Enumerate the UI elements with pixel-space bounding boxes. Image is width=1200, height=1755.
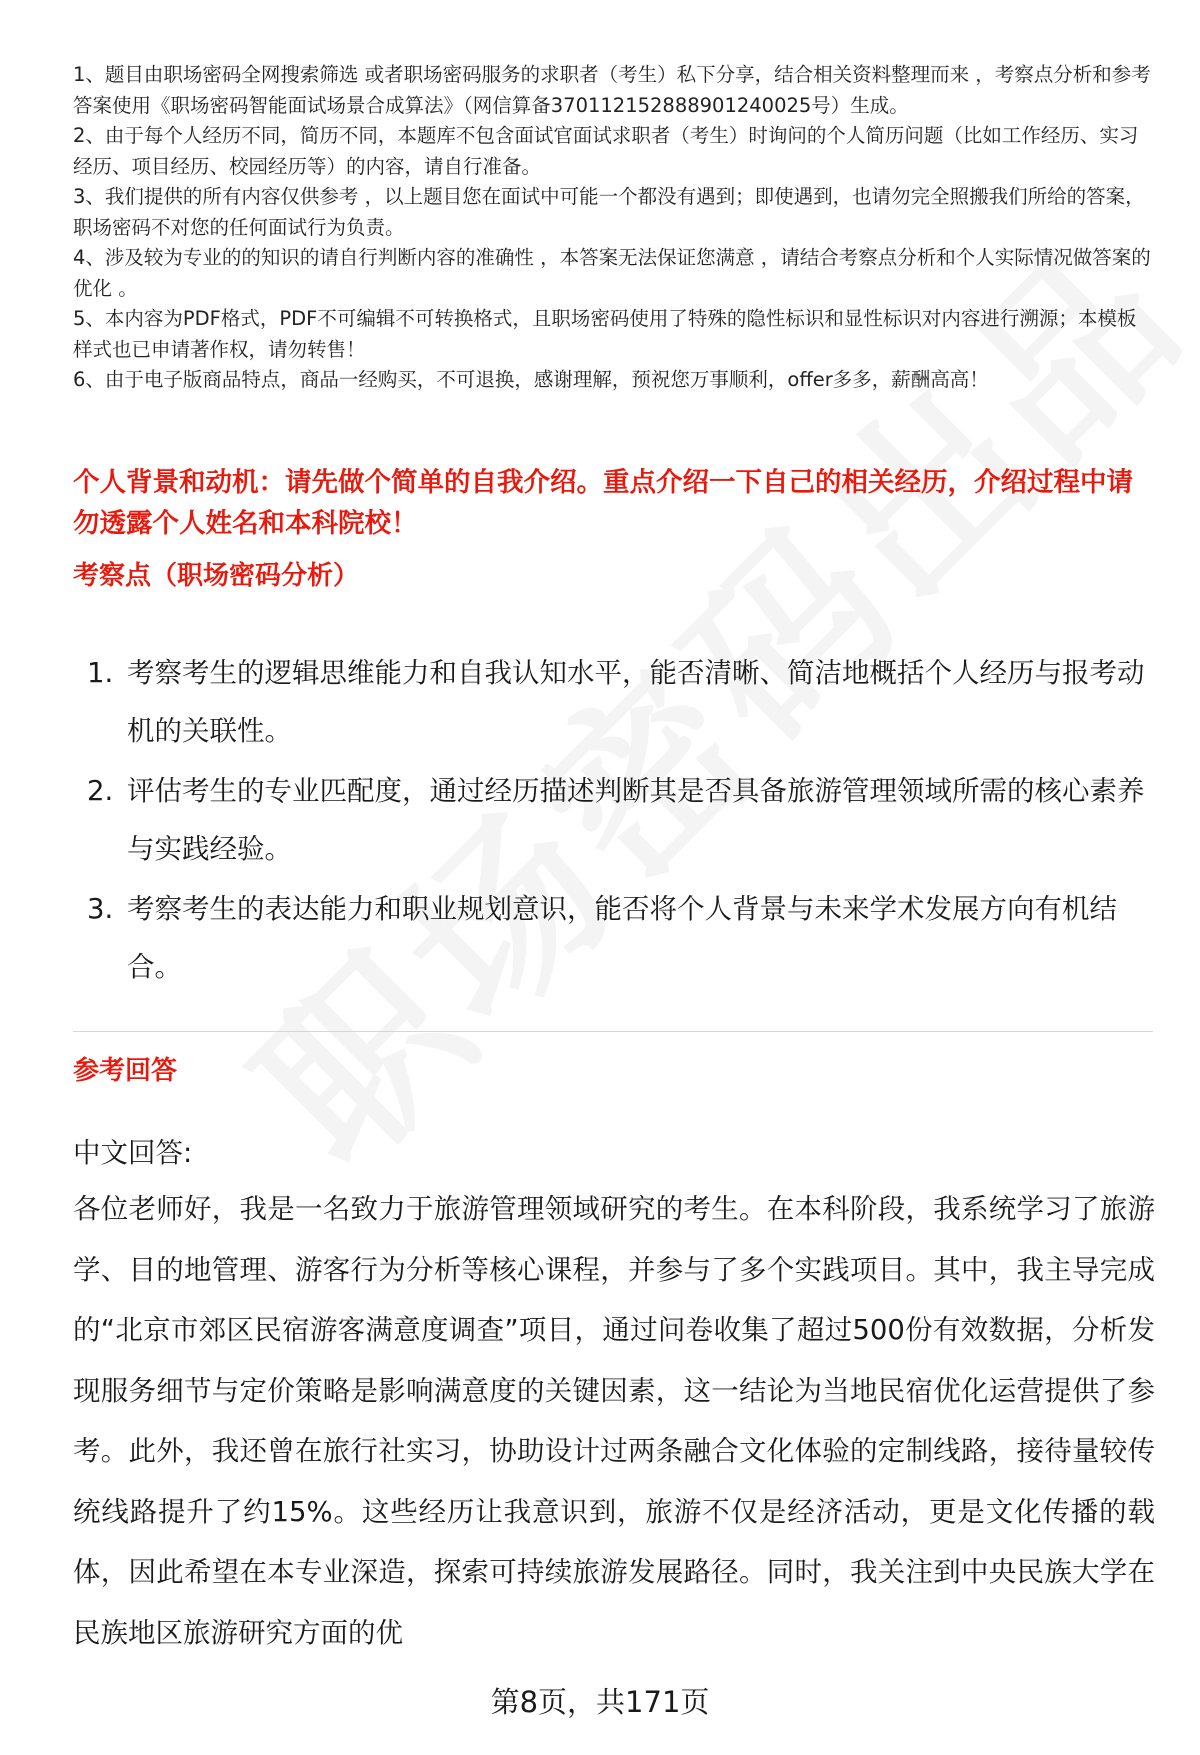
list-item-text: 考察考生的表达能力和职业规划意识，能否将个人背景与未来学术发展方向有机结合。 [127, 893, 1117, 983]
disclaimer-item: 3、我们提供的所有内容仅供参考 ，以上题目您在面试中可能一个都没有遇到；即使遇到，也请勿完全照搬我们所给的答案，职场密码不对您的任何面试行为负责。 [73, 185, 1145, 239]
list-item-text: 考察考生的逻辑思维能力和自我认知水平，能否清晰、简洁地概括个人经历与报考动机的关联性。 [127, 657, 1145, 747]
list-item [73, 762, 1153, 878]
disclaimer-block [73, 60, 1153, 396]
interview-question: 个人背景和动机：请先做个简单的自我介绍。重点介绍一下自己的相关经历，介绍过程中请勿透露个人姓名和本科院校！ [73, 467, 1133, 539]
disclaimer-item: 1、题目由职场密码全网搜索筛选 或者职场密码服务的求职者（考生）私下分享，结合相关资料整理而来 ，考察点分析和参考答案使用《职场密码智能面试场景合成算法》（网信算备370112152888901240025号）生成。 [73, 63, 1151, 117]
analysis-heading: 考察点（职场密码分析） [73, 561, 360, 591]
disclaimer-item: 5、本内容为PDF格式，PDF不可编辑不可转换格式，且职场密码使用了特殊的隐性标识和显性标识对内容进行溯源；本模板样式也已申请著作权，请勿转售！ [73, 307, 1137, 361]
analysis-points-list [73, 644, 1153, 998]
list-item-number: 3. [87, 893, 114, 925]
page-number: 第8页，共171页 [490, 1685, 710, 1719]
list-item-number: 1. [87, 657, 114, 689]
section-divider [73, 1031, 1153, 1032]
disclaimer-item: 6、由于电子版商品特点，商品一经购买，不可退换，感谢理解，预祝您万事顺利，offer多多，薪酬高高！ [73, 368, 989, 391]
list-item-number: 2. [87, 775, 114, 807]
answer-heading: 参考回答 [73, 1056, 178, 1086]
list-item [73, 644, 1153, 760]
answer-body: 各位老师好，我是一名致力于旅游管理领域研究的考生。在本科阶段，我系统学习了旅游学、目的地管理、游客行为分析等核心课程，并参与了多个实践项目。其中，我主导完成的“北京市郊区民宿游客满意度调查”项目，通过问卷收集了超过500份有效数据，分析发现服务细节与定价策略是影响满意度的关键因素，这一结论为当地民宿优化运营提供了参考。此外，我还曾在旅行社实习，协助设计过两条融合文化体验的定制线路，接待量较传统线路提升了约15%。这些经历让我意识到，旅游不仅是经济活动，更是文化传播的载体，因此希望在本专业深造，探索可持续旅游发展路径。同时，我关注到中央民族大学在民族地区旅游研究方面的优 [73, 1193, 1155, 1649]
answer-language-label: 中文回答: [73, 1137, 193, 1169]
disclaimer-item: 4、涉及较为专业的的知识的请自行判断内容的准确性 ，本答案无法保证您满意 ，请结合考察点分析和个人实际情况做答案的优化 。 [73, 246, 1151, 300]
list-item [73, 880, 1153, 996]
list-item-text: 评估考生的专业匹配度，通过经历描述判断其是否具备旅游管理领域所需的核心素养与实践经验。 [127, 775, 1145, 865]
disclaimer-item: 2、由于每个人经历不同，简历不同，本题库不包含面试官面试求职者（考生）时询问的个人简历问题（比如工作经历、实习经历、项目经历、校园经历等）的内容，请自行准备。 [73, 124, 1139, 178]
